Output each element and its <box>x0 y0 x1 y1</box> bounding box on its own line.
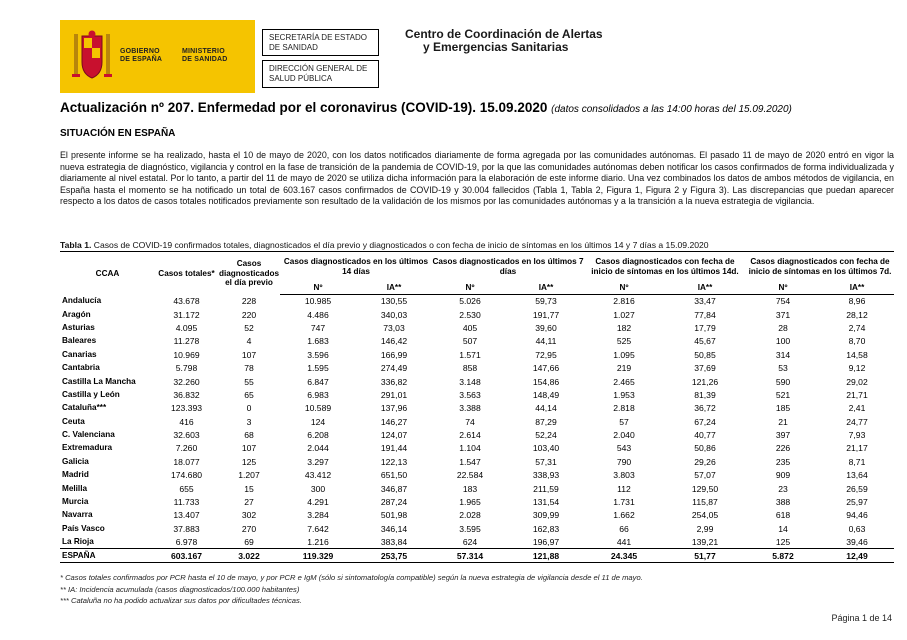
value-cell: 1.027 <box>613 309 635 320</box>
value-cell: 521 <box>775 389 791 400</box>
table-total-row <box>60 549 894 563</box>
header-n: Nº <box>432 282 508 295</box>
value-cell: 130,55 <box>380 296 408 307</box>
ccaa-cell: Cantabria <box>62 363 100 373</box>
value-cell: 1.965 <box>459 497 481 508</box>
header-n: Nº <box>746 282 820 295</box>
footnote-2: ** IA: Incidencia acumulada (casos diagnosticados/100.000 habitantes) <box>60 584 300 594</box>
value-cell: 37,69 <box>694 363 716 374</box>
direccion-box: DIRECCIÓN GENERAL DE SALUD PÚBLICA <box>262 60 379 88</box>
value-cell: 291,01 <box>380 389 408 400</box>
value-cell: 1.662 <box>613 510 635 521</box>
ccaa-cell: ESPAÑA <box>60 549 155 563</box>
table-row <box>60 321 894 334</box>
header-ia: IA** <box>664 282 746 295</box>
value-cell: 655 <box>179 483 194 494</box>
table-row <box>60 348 894 361</box>
value-cell: 73,03 <box>383 322 405 333</box>
title-subtitle: (datos consolidados a las 14:00 horas del 15.09.2020) <box>551 104 792 115</box>
intro-paragraph <box>60 150 894 208</box>
value-cell: 10.589 <box>304 403 332 414</box>
value-cell: 174.680 <box>170 470 203 481</box>
header-ia: IA** <box>356 282 432 295</box>
table-caption <box>60 240 709 250</box>
table-row <box>60 428 894 441</box>
header-casos-totales: Casos totales* <box>158 268 215 278</box>
value-cell: 3.388 <box>459 403 481 414</box>
value-cell: 2.818 <box>613 403 635 414</box>
value-cell: 6.978 <box>175 536 198 547</box>
value-cell: 119.329 <box>280 549 356 563</box>
value-cell: 4.486 <box>307 309 329 320</box>
value-cell: 22.584 <box>456 470 484 481</box>
value-cell: 51,77 <box>664 549 746 563</box>
value-cell: 124 <box>310 416 326 427</box>
value-cell: 69 <box>244 536 254 547</box>
value-cell: 2,41 <box>848 403 866 414</box>
value-cell: 1.953 <box>613 389 635 400</box>
footnotes <box>60 572 643 607</box>
value-cell: 1.547 <box>459 456 481 467</box>
value-cell: 1.095 <box>613 349 635 360</box>
value-cell: 383,84 <box>380 536 408 547</box>
value-cell: 3.595 <box>459 523 481 534</box>
value-cell: 28,12 <box>846 309 868 320</box>
value-cell: 1.595 <box>307 363 329 374</box>
value-cell: 314 <box>775 349 791 360</box>
value-cell: 44,14 <box>535 403 557 414</box>
value-cell: 2.028 <box>459 510 481 521</box>
value-cell: 43.412 <box>304 470 332 481</box>
value-cell: 416 <box>179 416 194 427</box>
table-row <box>60 335 894 348</box>
value-cell: 747 <box>310 322 326 333</box>
value-cell: 220 <box>241 309 257 320</box>
header-n: Nº <box>280 282 356 295</box>
value-cell: 11.733 <box>173 497 200 508</box>
value-cell: 137,96 <box>380 403 408 414</box>
value-cell: 185 <box>775 403 791 414</box>
ccaa-cell: País Vasco <box>62 523 105 533</box>
ccaa-cell: Madrid <box>62 470 89 480</box>
value-cell: 191,44 <box>380 443 408 454</box>
value-cell: 15 <box>244 483 254 494</box>
value-cell: 2.816 <box>613 296 635 307</box>
value-cell: 124,07 <box>380 430 408 441</box>
value-cell: 2,99 <box>696 523 714 534</box>
value-cell: 23 <box>778 483 788 494</box>
value-cell: 131,54 <box>532 497 560 508</box>
value-cell: 13.407 <box>173 510 200 521</box>
value-cell: 59,73 <box>535 296 557 307</box>
value-cell: 36.832 <box>173 389 200 400</box>
value-cell: 253,75 <box>356 549 432 563</box>
value-cell: 18.077 <box>173 456 200 467</box>
ccaa-cell: Navarra <box>62 510 93 520</box>
section-heading: SITUACIÓN EN ESPAÑA <box>60 128 176 139</box>
value-cell: 43.678 <box>173 296 200 307</box>
value-cell: 228 <box>241 296 257 307</box>
table-body <box>60 295 894 563</box>
value-cell: 107 <box>241 443 257 454</box>
value-cell: 112 <box>617 483 631 494</box>
table-row <box>60 361 894 374</box>
ccaa-cell: Melilla <box>62 483 88 493</box>
ccaa-cell: Murcia <box>62 497 89 507</box>
value-cell: 68 <box>244 430 254 441</box>
value-cell: 53 <box>778 363 788 374</box>
value-cell: 32.260 <box>173 376 200 387</box>
value-cell: 77,84 <box>694 309 716 320</box>
value-cell: 1.683 <box>307 336 329 347</box>
value-cell: 121,26 <box>691 376 719 387</box>
value-cell: 0,63 <box>848 523 866 534</box>
table-row <box>60 295 894 308</box>
value-cell: 371 <box>775 309 791 320</box>
value-cell: 14,58 <box>846 349 868 360</box>
value-cell: 525 <box>616 336 632 347</box>
header-diag-dia-previo: Casos diagnosticados el día previo <box>218 259 280 287</box>
ccaa-cell: C. Valenciana <box>62 430 115 440</box>
value-cell: 254,05 <box>691 510 719 521</box>
value-cell: 4.291 <box>307 497 329 508</box>
value-cell: 166,99 <box>380 349 408 360</box>
table-row <box>60 536 894 549</box>
value-cell: 909 <box>775 470 791 481</box>
value-cell: 338,93 <box>532 470 560 481</box>
footnote-3: *** Cataluña no ha podido actualizar sus datos por dificultades técnicas. <box>60 596 302 605</box>
value-cell: 651,50 <box>380 470 408 481</box>
value-cell: 57,07 <box>694 470 716 481</box>
value-cell: 125 <box>241 456 257 467</box>
centro-line2: y Emergencias Sanitarias <box>423 40 569 54</box>
value-cell: 12,49 <box>820 549 894 563</box>
value-cell: 8,70 <box>848 336 866 347</box>
value-cell: 121,88 <box>508 549 584 563</box>
value-cell: 94,46 <box>846 510 868 521</box>
covid-cases-table <box>60 251 894 563</box>
table-row <box>60 469 894 482</box>
value-cell: 4 <box>246 336 252 347</box>
value-cell: 10.969 <box>173 349 200 360</box>
value-cell: 21,17 <box>846 443 868 454</box>
header-group-diag7: Casos diagnosticados en los últimos 7 días <box>432 257 584 276</box>
gov-label <box>120 48 162 64</box>
value-cell: 33,47 <box>694 296 716 307</box>
value-cell: 24.345 <box>584 549 664 563</box>
value-cell: 183 <box>462 483 478 494</box>
government-logo <box>60 20 255 93</box>
value-cell: 52 <box>244 322 254 333</box>
table-row <box>60 482 894 495</box>
title-main: Actualización nº 207. Enfermedad por el coronavirus (COVID-19). 15.09.2020 <box>60 100 548 115</box>
value-cell: 13,64 <box>846 470 868 481</box>
table-row <box>60 402 894 415</box>
value-cell: 2.530 <box>459 309 481 320</box>
value-cell: 858 <box>462 363 478 374</box>
value-cell: 346,87 <box>380 483 408 494</box>
value-cell: 123.393 <box>170 403 203 414</box>
value-cell: 5.798 <box>175 363 198 374</box>
value-cell: 72,95 <box>535 349 557 360</box>
table-caption-label: Tabla 1. <box>60 240 92 250</box>
value-cell: 618 <box>775 510 791 521</box>
value-cell: 31.172 <box>173 309 200 320</box>
value-cell: 66 <box>619 523 629 534</box>
value-cell: 441 <box>616 536 632 547</box>
value-cell: 122,13 <box>380 456 408 467</box>
value-cell: 27 <box>244 497 254 508</box>
header-ia: IA** <box>508 282 584 295</box>
value-cell: 21,71 <box>846 389 868 400</box>
ccaa-cell: Ceuta <box>62 416 85 426</box>
value-cell: 3.022 <box>218 549 280 563</box>
centro-heading <box>405 28 603 54</box>
page-number: Página 1 de 14 <box>831 613 892 623</box>
value-cell: 8,96 <box>848 296 866 307</box>
value-cell: 388 <box>775 497 791 508</box>
header-group-sint7: Casos diagnosticados con fecha de inicio de síntomas en los últimos 7d. <box>748 257 892 276</box>
value-cell: 405 <box>462 322 478 333</box>
value-cell: 162,83 <box>532 523 560 534</box>
value-cell: 146,42 <box>380 336 408 347</box>
value-cell: 3.284 <box>307 510 329 521</box>
table-row <box>60 308 894 321</box>
value-cell: 397 <box>775 430 791 441</box>
ccaa-cell: Baleares <box>62 336 97 346</box>
value-cell: 270 <box>241 523 257 534</box>
value-cell: 3.148 <box>459 376 481 387</box>
value-cell: 1.216 <box>307 536 329 547</box>
ccaa-cell: Aragón <box>62 309 91 319</box>
value-cell: 74 <box>465 416 475 427</box>
ccaa-cell: Extremadura <box>62 443 113 453</box>
header-ccaa: CCAA <box>95 268 120 278</box>
table-row <box>60 522 894 535</box>
report-title <box>60 100 792 115</box>
value-cell: 501,98 <box>380 510 408 521</box>
value-cell: 107 <box>241 349 257 360</box>
value-cell: 2.465 <box>613 376 635 387</box>
ccaa-cell: Galicia <box>62 456 89 466</box>
value-cell: 115,87 <box>692 497 718 508</box>
value-cell: 2.614 <box>459 430 481 441</box>
value-cell: 1.731 <box>613 497 635 508</box>
header-ia: IA** <box>820 282 894 295</box>
value-cell: 340,03 <box>380 309 408 320</box>
value-cell: 55 <box>244 376 254 387</box>
value-cell: 7.260 <box>175 443 198 454</box>
value-cell: 302 <box>241 510 257 521</box>
value-cell: 1.207 <box>238 470 260 481</box>
value-cell: 336,82 <box>380 376 408 387</box>
ccaa-cell: Canarias <box>62 349 97 359</box>
ministry-label-line2: DE SANIDAD <box>182 56 228 63</box>
value-cell: 5.026 <box>459 296 481 307</box>
value-cell: 100 <box>775 336 791 347</box>
value-cell: 148,49 <box>532 389 560 400</box>
value-cell: 139,21 <box>691 536 719 547</box>
ministry-label-line1: MINISTERIO <box>182 48 225 55</box>
header-n: Nº <box>584 282 664 295</box>
value-cell: 14 <box>778 523 788 534</box>
table-row <box>60 509 894 522</box>
value-cell: 274,49 <box>380 363 408 374</box>
value-cell: 191,77 <box>532 309 560 320</box>
value-cell: 26,59 <box>846 483 868 494</box>
value-cell: 235 <box>775 456 791 467</box>
value-cell: 507 <box>462 336 478 347</box>
value-cell: 50,86 <box>694 443 716 454</box>
value-cell: 129,50 <box>691 483 719 494</box>
value-cell: 57,31 <box>535 456 557 467</box>
value-cell: 3.803 <box>613 470 635 481</box>
value-cell: 4.095 <box>175 322 198 333</box>
value-cell: 45,67 <box>694 336 716 347</box>
table-row <box>60 388 894 401</box>
value-cell: 44,11 <box>535 336 557 347</box>
value-cell: 3.563 <box>459 389 481 400</box>
value-cell: 0 <box>246 403 252 414</box>
value-cell: 2.040 <box>613 430 635 441</box>
value-cell: 1.104 <box>459 443 481 454</box>
value-cell: 5.872 <box>746 549 820 563</box>
value-cell: 9,12 <box>848 363 866 374</box>
table-caption-text: Casos de COVID-19 confirmados totales, diagnosticados el día previo y diagnosticados o con fecha de inicio de síntomas en los últimos 14 y 7 días a 15.09.2020 <box>91 240 709 250</box>
table-header-row <box>60 252 894 282</box>
coat-of-arms-icon <box>70 30 114 84</box>
gov-label-line2: DE ESPAÑA <box>120 56 163 63</box>
value-cell: 39,46 <box>846 536 868 547</box>
value-cell: 211,59 <box>533 483 559 494</box>
value-cell: 1.571 <box>459 349 481 360</box>
ccaa-cell: Cataluña*** <box>62 403 107 413</box>
table-row <box>60 455 894 468</box>
intro-paragraph-text: El presente informe se ha realizado, hasta el 10 de mayo de 2020, con los datos notificados diariamente de forma agregada por las comunidades autónomas. El pasado 11 de mayo de 2020 entró en vigor la nueva estrategia de diagnóstico, vigilancia y control en la fase de transición de la pandemia de COVID-19, por la que las comunidades autónomas deben notificar los casos confirmados de forma individualizada y diariamente al nivel estatal. Por lo tanto, a partir del 11 de mayo de 2020 se utiliza dicha información para la elaboración de este informe diario. Una vez combinados los datos de ambos métodos de vigilancia, en España hasta el momento se ha notificado un total de 603.167 casos confirmados de COVID-19 y 30.004 fallecidos (Tabla 1, Tabla 2, Figura 1, Figura 2 y Figura 3). Las discrepancias que puedan aparecer respecto a los datos de casos totales notificados previamente son resultado de la validación de los mismos por las comunidades autónomas y a la transición a la nueva estrategia de vigilancia. <box>60 150 894 207</box>
value-cell: 57.314 <box>432 549 508 563</box>
ccaa-cell: Asturias <box>62 322 95 332</box>
value-cell: 25,97 <box>846 497 868 508</box>
value-cell: 29,02 <box>846 376 868 387</box>
value-cell: 36,72 <box>694 403 716 414</box>
value-cell: 125 <box>775 536 791 547</box>
table-row <box>60 415 894 428</box>
value-cell: 11.278 <box>173 336 200 347</box>
ccaa-cell: Castilla y León <box>62 389 120 399</box>
gov-label-line1: GOBIERNO <box>120 48 160 55</box>
value-cell: 29,26 <box>694 456 716 467</box>
value-cell: 543 <box>616 443 632 454</box>
value-cell: 17,79 <box>694 322 716 333</box>
value-cell: 147,66 <box>532 363 560 374</box>
ministry-label <box>182 48 228 64</box>
value-cell: 6.208 <box>307 430 329 441</box>
value-cell: 67,24 <box>694 416 716 427</box>
value-cell: 603.167 <box>155 549 218 563</box>
value-cell: 154,86 <box>532 376 560 387</box>
value-cell: 624 <box>462 536 478 547</box>
value-cell: 81,39 <box>694 389 716 400</box>
value-cell: 103,40 <box>532 443 560 454</box>
value-cell: 7.642 <box>307 523 329 534</box>
value-cell: 6.847 <box>307 376 329 387</box>
header-group-diag14: Casos diagnosticados en los últimos 14 días <box>283 257 429 276</box>
value-cell: 790 <box>616 456 632 467</box>
ccaa-cell: Andalucía <box>62 296 102 306</box>
value-cell: 2.044 <box>307 443 329 454</box>
value-cell: 39,60 <box>535 322 557 333</box>
value-cell: 87,29 <box>535 416 557 427</box>
value-cell: 3 <box>246 416 252 427</box>
value-cell: 3.596 <box>307 349 329 360</box>
value-cell: 32.603 <box>173 430 200 441</box>
ccaa-cell: Castilla La Mancha <box>62 376 136 386</box>
value-cell: 300 <box>310 483 326 494</box>
value-cell: 21 <box>778 416 788 427</box>
value-cell: 226 <box>775 443 791 454</box>
value-cell: 182 <box>616 322 632 333</box>
table-row <box>60 375 894 388</box>
value-cell: 2,74 <box>848 322 866 333</box>
value-cell: 50,85 <box>694 349 716 360</box>
secretaria-box: SECRETARÍA DE ESTADO DE SANIDAD <box>262 29 379 56</box>
centro-line1: Centro de Coordinación de Alertas <box>405 27 603 41</box>
table-row <box>60 442 894 455</box>
value-cell: 309,99 <box>532 510 560 521</box>
value-cell: 7,93 <box>848 430 866 441</box>
value-cell: 146,27 <box>380 416 408 427</box>
value-cell: 40,77 <box>694 430 716 441</box>
footnote-1: * Casos totales confirmados por PCR hasta el 10 de mayo, y por PCR e IgM (sólo si sintomatología compatible) según la nueva estrategia de vigilancia desde el 11 de mayo. <box>60 573 643 582</box>
value-cell: 219 <box>616 363 632 374</box>
table-row <box>60 495 894 508</box>
value-cell: 78 <box>244 363 254 374</box>
value-cell: 10.985 <box>304 296 332 307</box>
header-group-sint14: Casos diagnosticados con fecha de inicio de síntomas en los últimos 14d. <box>591 257 739 276</box>
value-cell: 8,71 <box>848 456 866 467</box>
value-cell: 590 <box>775 376 791 387</box>
value-cell: 196,97 <box>532 536 560 547</box>
value-cell: 754 <box>775 296 791 307</box>
value-cell: 346,14 <box>380 523 408 534</box>
value-cell: 57 <box>619 416 629 427</box>
value-cell: 287,24 <box>380 497 408 508</box>
value-cell: 6.983 <box>307 389 329 400</box>
value-cell: 24,77 <box>846 416 868 427</box>
value-cell: 28 <box>778 322 788 333</box>
value-cell: 3.297 <box>307 456 329 467</box>
value-cell: 52,24 <box>535 430 557 441</box>
value-cell: 37.883 <box>173 523 200 534</box>
value-cell: 65 <box>244 389 254 400</box>
ccaa-cell: La Rioja <box>62 536 94 546</box>
